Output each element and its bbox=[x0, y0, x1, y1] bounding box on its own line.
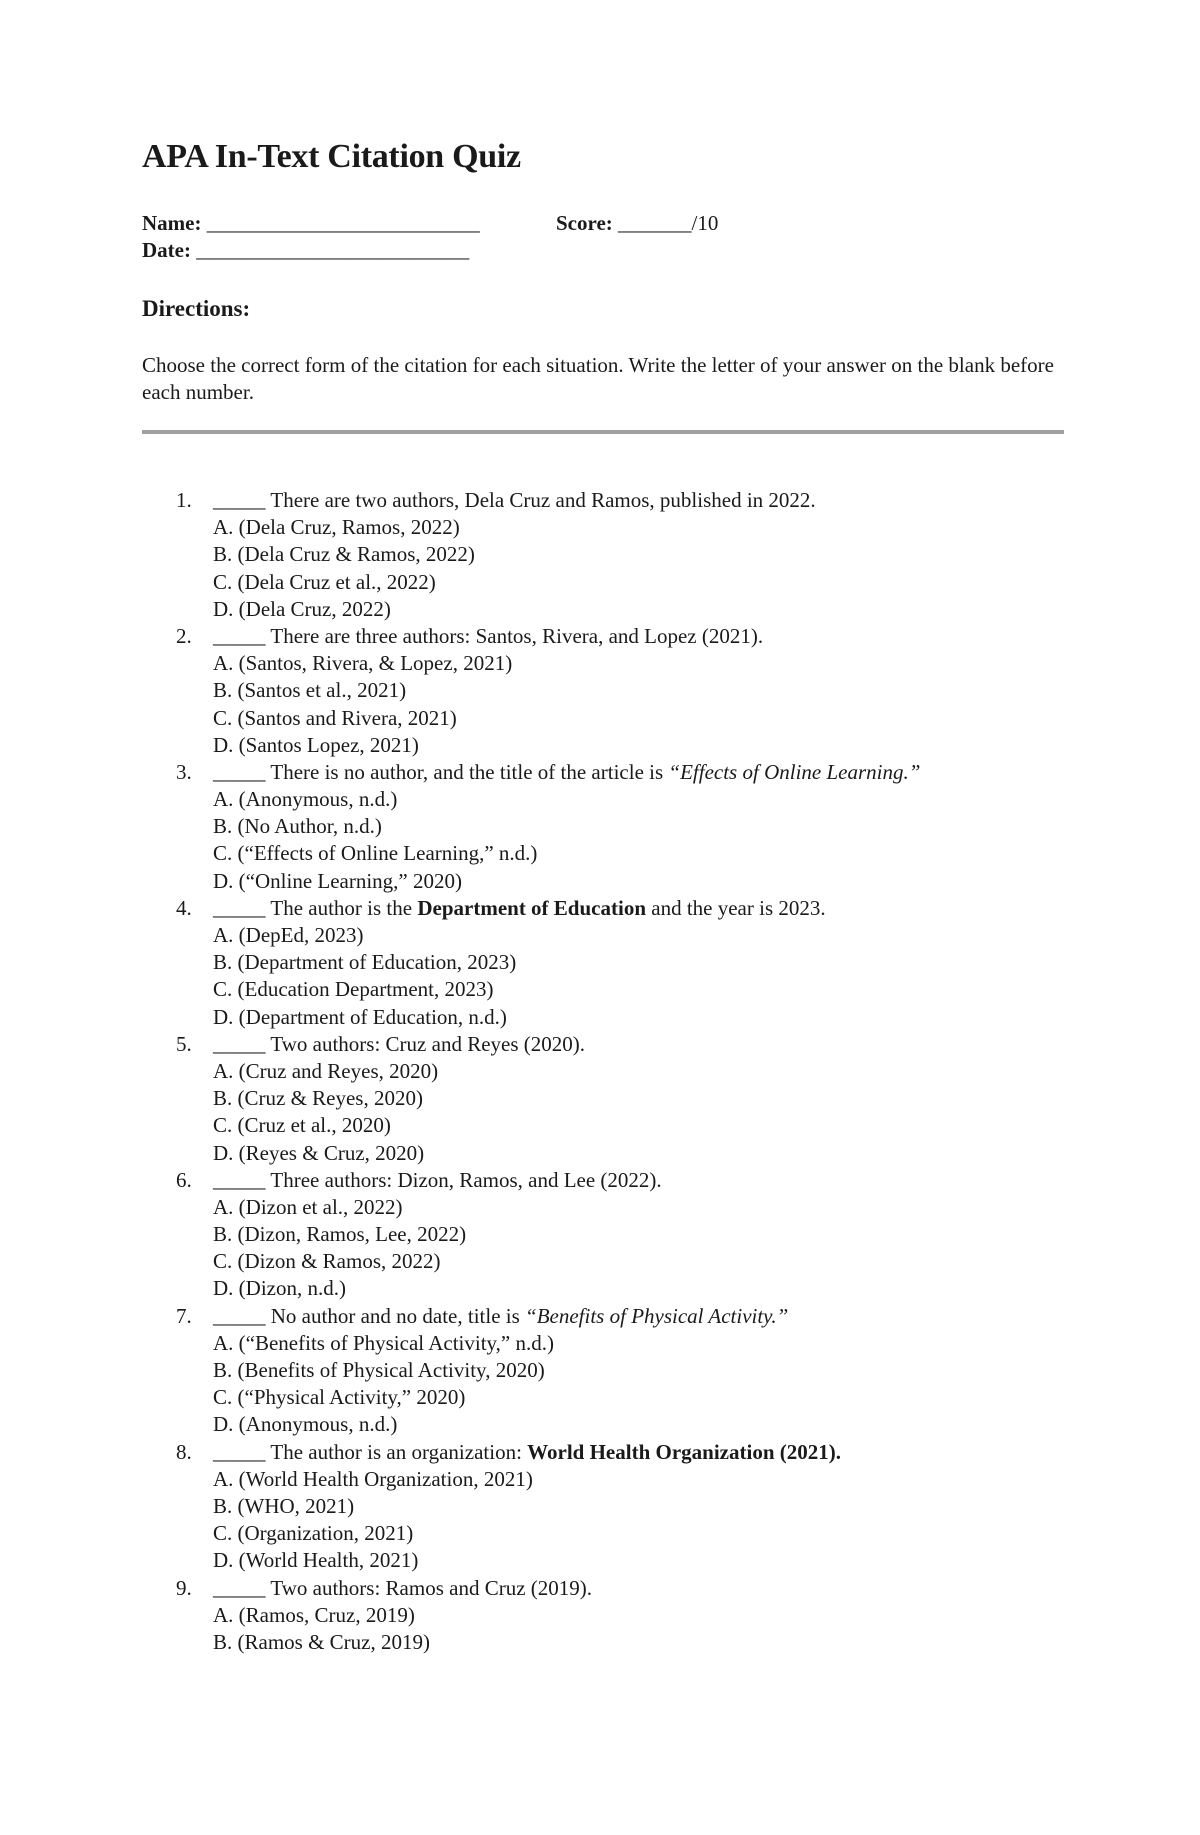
answer-option-text: C. (Santos and Rivera, 2021) bbox=[213, 705, 457, 730]
answer-option-text: D. (Department of Education, n.d.) bbox=[213, 1004, 507, 1029]
answer-option-text: B. (Dizon, Ramos, Lee, 2022) bbox=[213, 1222, 467, 1247]
answer-option-text: A. (Dela Cruz, Ramos, 2022) bbox=[213, 515, 460, 540]
answer-option bbox=[0, 705, 1200, 732]
prompt-emphasis: “Effects of Online Learning.” bbox=[668, 759, 921, 784]
answer-option bbox=[0, 949, 1200, 976]
answer-option bbox=[0, 976, 1200, 1003]
prompt-text: No author and no date, title is bbox=[265, 1303, 526, 1328]
answer-option-text: D. (“Online Learning,” 2020) bbox=[213, 868, 462, 893]
answer-option-text: C. (“Physical Activity,” 2020) bbox=[213, 1385, 466, 1410]
question-4 bbox=[0, 895, 1200, 922]
answer-blank[interactable]: _____ bbox=[213, 759, 266, 784]
prompt-emphasis: “Benefits of Physical Activity.” bbox=[525, 1303, 789, 1328]
prompt-text: Three authors: Dizon, Ramos, and Lee (2022). bbox=[265, 1167, 662, 1192]
answer-option-text: A. (Santos, Rivera, & Lopez, 2021) bbox=[213, 651, 513, 676]
question-number: 2. bbox=[176, 623, 192, 648]
answer-option-text: D. (Dizon, n.d.) bbox=[213, 1276, 346, 1301]
prompt-text: The author is the bbox=[265, 895, 418, 920]
answer-option-text: B. (No Author, n.d.) bbox=[213, 814, 382, 839]
answer-blank[interactable]: _____ bbox=[213, 623, 266, 648]
answer-option-text: B. (WHO, 2021) bbox=[213, 1493, 355, 1518]
question-7 bbox=[0, 1303, 1200, 1330]
answer-option-text: D. (Reyes & Cruz, 2020) bbox=[213, 1140, 425, 1165]
question-prompt bbox=[213, 1575, 592, 1602]
directions-heading: Directions: bbox=[142, 296, 251, 321]
answer-option-text: A. (Cruz and Reyes, 2020) bbox=[213, 1058, 439, 1083]
prompt-text: Two authors: Cruz and Reyes (2020). bbox=[265, 1031, 586, 1056]
answer-option-text: A. (Dizon et al., 2022) bbox=[213, 1194, 403, 1219]
prompt-emphasis: Department of Education bbox=[417, 895, 646, 920]
answer-blank[interactable]: _____ bbox=[213, 1031, 266, 1056]
name-field bbox=[142, 210, 480, 237]
answer-option-text: A. (Ramos, Cruz, 2019) bbox=[213, 1602, 415, 1627]
answer-option bbox=[0, 1248, 1200, 1275]
answer-option bbox=[0, 1330, 1200, 1357]
answer-option bbox=[0, 1357, 1200, 1384]
answer-option bbox=[0, 1085, 1200, 1112]
answer-blank[interactable]: _____ bbox=[213, 488, 266, 512]
answer-option bbox=[0, 677, 1200, 704]
answer-option bbox=[0, 1411, 1200, 1438]
question-number: 3. bbox=[176, 759, 192, 784]
question-6 bbox=[0, 1167, 1200, 1194]
prompt-text: The author is an organization: bbox=[265, 1439, 528, 1464]
question-list bbox=[0, 487, 1200, 1656]
question-number: 1. bbox=[176, 488, 192, 512]
question-prompt bbox=[213, 487, 816, 514]
answer-option-text: D. (World Health, 2021) bbox=[213, 1548, 419, 1573]
answer-option-text: B. (Dela Cruz & Ramos, 2022) bbox=[213, 542, 475, 567]
answer-blank[interactable]: _____ bbox=[213, 1439, 266, 1464]
answer-option bbox=[0, 1384, 1200, 1411]
answer-option bbox=[0, 1004, 1200, 1031]
prompt-text: There are three authors: Santos, Rivera, and Lopez (2021). bbox=[265, 623, 764, 648]
answer-option-text: B. (Department of Education, 2023) bbox=[213, 950, 517, 975]
question-number: 9. bbox=[176, 1575, 192, 1600]
answer-option-text: C. (Cruz et al., 2020) bbox=[213, 1113, 391, 1138]
answer-blank[interactable]: _____ bbox=[213, 1575, 266, 1600]
answer-option-text: C. (Dela Cruz et al., 2022) bbox=[213, 569, 436, 594]
answer-option bbox=[0, 1466, 1200, 1493]
answer-option bbox=[0, 569, 1200, 596]
answer-option bbox=[0, 1520, 1200, 1547]
question-5 bbox=[0, 1031, 1200, 1058]
directions-text: Choose the correct form of the citation for each situation. Write the letter of your answer on the blank before each number. bbox=[142, 353, 1054, 404]
question-prompt bbox=[213, 1031, 585, 1058]
question-number: 6. bbox=[176, 1167, 192, 1192]
answer-option-text: C. (“Effects of Online Learning,” n.d.) bbox=[213, 841, 538, 866]
answer-option-text: C. (Dizon & Ramos, 2022) bbox=[213, 1249, 441, 1274]
question-prompt bbox=[213, 759, 920, 786]
answer-option bbox=[0, 1547, 1200, 1574]
question-prompt bbox=[213, 1167, 662, 1194]
answer-option bbox=[0, 732, 1200, 759]
answer-option bbox=[0, 1194, 1200, 1221]
answer-option-text: D. (Dela Cruz, 2022) bbox=[213, 596, 391, 621]
answer-option bbox=[0, 596, 1200, 623]
name-label: Name: bbox=[142, 211, 202, 235]
score-label: Score: bbox=[556, 211, 613, 235]
answer-option-text: D. (Santos Lopez, 2021) bbox=[213, 732, 419, 757]
name-blank: __________________________ bbox=[206, 211, 480, 235]
answer-option-text: B. (Cruz & Reyes, 2020) bbox=[213, 1086, 423, 1111]
answer-blank[interactable]: _____ bbox=[213, 895, 266, 920]
answer-option bbox=[0, 1629, 1200, 1656]
score-blank: _______/10 bbox=[618, 211, 719, 235]
question-number: 7. bbox=[176, 1303, 192, 1328]
answer-option bbox=[0, 813, 1200, 840]
answer-blank[interactable]: _____ bbox=[213, 1303, 266, 1328]
answer-option bbox=[0, 922, 1200, 949]
answer-option-text: A. (World Health Organization, 2021) bbox=[213, 1466, 533, 1491]
question-number: 4. bbox=[176, 895, 192, 920]
answer-option bbox=[0, 786, 1200, 813]
date-blank: __________________________ bbox=[196, 238, 470, 262]
date-label: Date: bbox=[142, 238, 191, 262]
answer-option bbox=[0, 541, 1200, 568]
prompt-emphasis: World Health Organization (2021). bbox=[527, 1439, 841, 1464]
answer-option-text: D. (Anonymous, n.d.) bbox=[213, 1412, 398, 1437]
prompt-text: There are two authors, Dela Cruz and Ramos, published in 2022. bbox=[265, 488, 816, 512]
question-9 bbox=[0, 1575, 1200, 1602]
answer-option bbox=[0, 1602, 1200, 1629]
answer-blank[interactable]: _____ bbox=[213, 1167, 266, 1192]
question-prompt bbox=[213, 895, 826, 922]
page-title: APA In-Text Citation Quiz bbox=[142, 138, 521, 175]
answer-option-text: B. (Benefits of Physical Activity, 2020) bbox=[213, 1358, 545, 1382]
answer-option bbox=[0, 514, 1200, 541]
answer-option-text: B. (Santos et al., 2021) bbox=[213, 678, 407, 703]
answer-option-text: A. (DepEd, 2023) bbox=[213, 923, 364, 947]
answer-option bbox=[0, 1493, 1200, 1520]
question-number: 5. bbox=[176, 1031, 192, 1056]
answer-option-text: C. (Organization, 2021) bbox=[213, 1521, 414, 1546]
question-8 bbox=[0, 1439, 1200, 1466]
question-prompt bbox=[213, 1303, 788, 1330]
question-3 bbox=[0, 759, 1200, 786]
answer-option bbox=[0, 840, 1200, 867]
prompt-text-after: and the year is 2023. bbox=[646, 895, 826, 920]
answer-option-text: B. (Ramos & Cruz, 2019) bbox=[213, 1629, 430, 1654]
answer-option-text: A. (Anonymous, n.d.) bbox=[213, 787, 398, 812]
question-number: 8. bbox=[176, 1439, 192, 1464]
question-prompt bbox=[213, 1439, 841, 1466]
prompt-text: There is no author, and the title of the article is bbox=[265, 759, 669, 784]
answer-option-text: C. (Education Department, 2023) bbox=[213, 977, 494, 1002]
answer-option bbox=[0, 1221, 1200, 1248]
prompt-text: Two authors: Ramos and Cruz (2019). bbox=[265, 1575, 593, 1600]
answer-option bbox=[0, 1112, 1200, 1139]
answer-option bbox=[0, 1140, 1200, 1167]
question-2 bbox=[0, 623, 1200, 650]
answer-option bbox=[0, 1275, 1200, 1302]
answer-option-text: A. (“Benefits of Physical Activity,” n.d.) bbox=[213, 1330, 554, 1355]
date-field bbox=[142, 237, 469, 264]
answer-option bbox=[0, 1058, 1200, 1085]
horizontal-divider bbox=[142, 430, 1064, 434]
answer-option bbox=[0, 868, 1200, 895]
question-prompt bbox=[213, 623, 763, 650]
score-field bbox=[556, 210, 718, 237]
question-1 bbox=[0, 487, 1200, 514]
answer-option bbox=[0, 650, 1200, 677]
